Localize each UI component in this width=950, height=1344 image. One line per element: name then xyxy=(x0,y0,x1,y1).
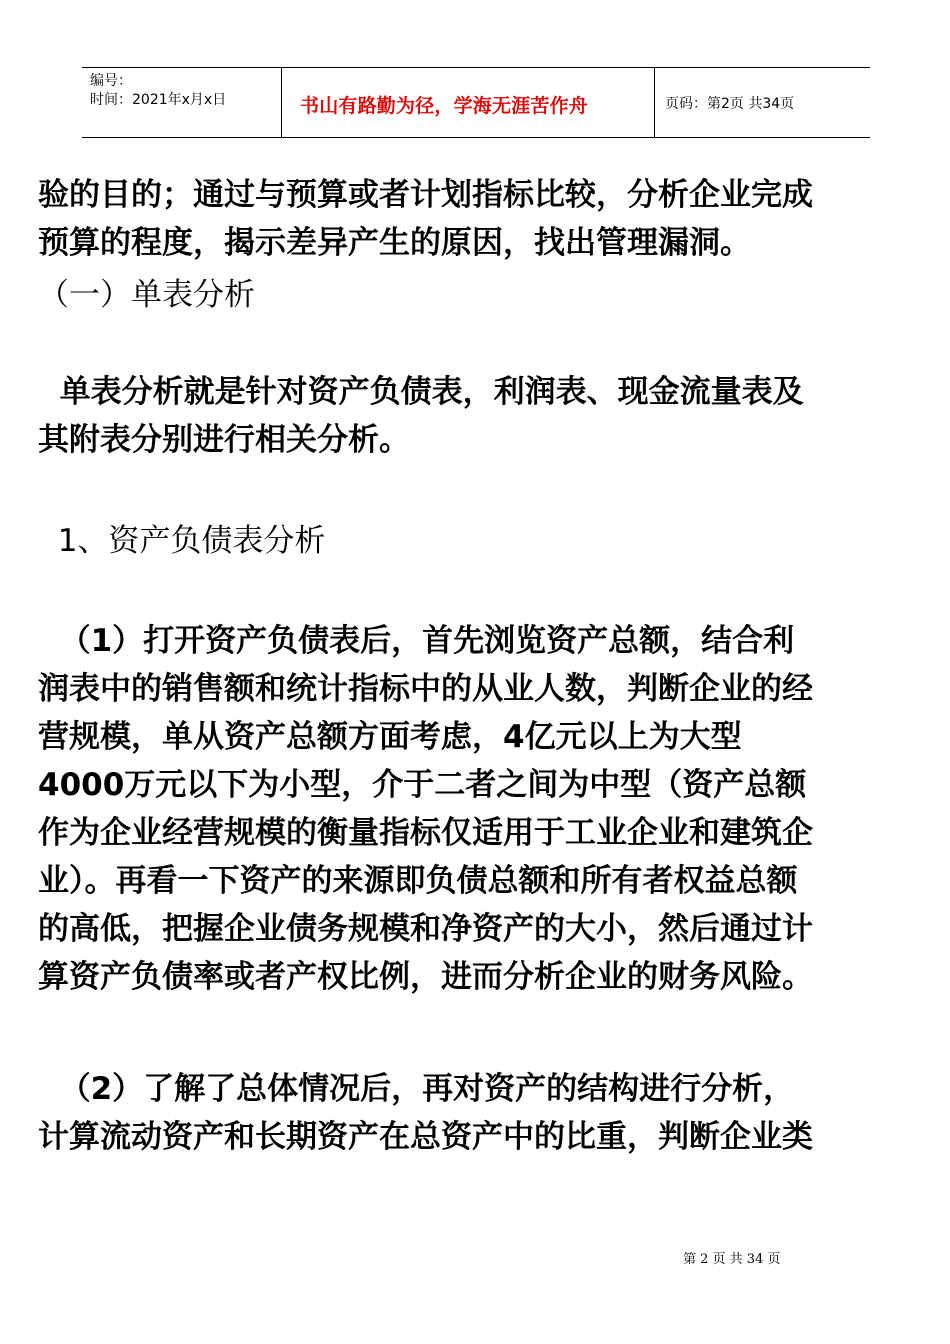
text-line: 的高低，把握企业债务规模和净资产的大小，然后通过计 xyxy=(38,911,813,947)
subheading-text: 1、资产负债表分析 xyxy=(38,523,326,559)
text-line: 作为企业经营规模的衡量指标仅适用于工业企业和建筑企 xyxy=(38,815,813,851)
page-number-label: 页码：第2页 共34页 xyxy=(665,96,795,112)
paragraph-balance-sheet-2 xyxy=(38,1065,813,1161)
text-line: 4000万元以下为小型，介于二者之间为中型（资产总额 xyxy=(38,767,807,803)
text-line: 验的目的；通过与预算或者计划指标比较，分析企业完成 xyxy=(38,177,813,213)
subheading xyxy=(38,517,325,565)
page-footer: 第 2 页 共 34 页 xyxy=(683,1252,781,1267)
paragraph-balance-sheet-1 xyxy=(38,617,813,1001)
text-line: 其附表分别进行相关分析。 xyxy=(38,422,410,458)
header-page-cell xyxy=(655,68,870,137)
text-line: 预算的程度，揭示差异产生的原因，找出管理漏洞。 xyxy=(38,225,751,261)
paragraph-continuation xyxy=(38,171,813,267)
serial-label: 编号： xyxy=(90,73,132,89)
text-line: 算资产负债率或者产权比例，进而分析企业的财务风险。 xyxy=(38,959,813,995)
text-line: 润表中的销售额和统计指标中的从业人数，判断企业的经 xyxy=(38,671,813,707)
text-line: 营规模，单从资产总额方面考虑，4亿元以上为大型 xyxy=(38,719,742,755)
section-heading-text: （一）单表分析 xyxy=(38,277,255,313)
page-header xyxy=(82,67,870,138)
text-line: （2）了解了总体情况后，再对资产的结构进行分析， xyxy=(38,1071,795,1107)
motto-text: 书山有路勤为径，学海无涯苦作舟 xyxy=(300,95,589,117)
time-label: 时间：2021年x月x日 xyxy=(90,92,227,108)
header-info-cell xyxy=(82,68,282,137)
text-line: 业）。再看一下资产的来源即负债总额和所有者权益总额 xyxy=(38,863,798,899)
text-line: 计算流动资产和长期资产在总资产中的比重，判断企业类 xyxy=(38,1119,813,1155)
section-heading xyxy=(38,271,255,319)
header-motto-cell xyxy=(282,68,655,137)
paragraph-single-table xyxy=(38,368,804,464)
text-line: 单表分析就是针对资产负债表，利润表、现金流量表及 xyxy=(38,374,804,410)
text-line: （1）打开资产负债表后，首先浏览资产总额，结合利 xyxy=(38,623,795,659)
